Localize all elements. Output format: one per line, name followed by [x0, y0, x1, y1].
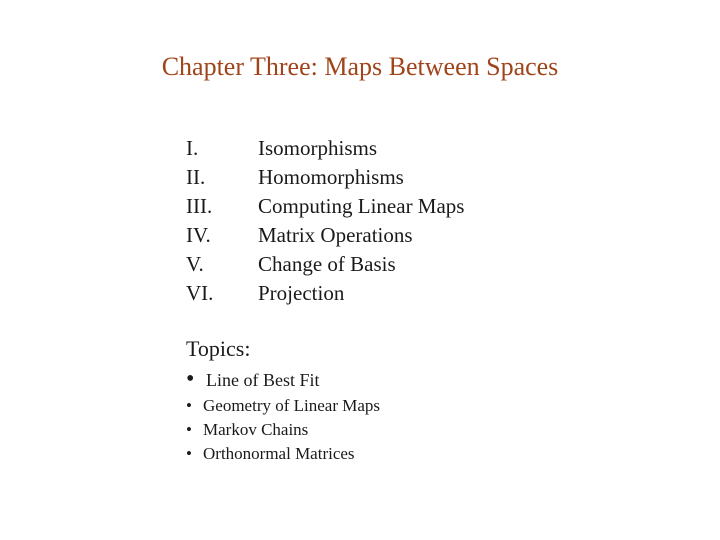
contents-item — [186, 134, 464, 163]
topic-label: Orthonormal Matrices — [203, 444, 355, 463]
section-label: Projection — [258, 281, 345, 305]
section-label: Computing Linear Maps — [258, 194, 465, 218]
section-label: Change of Basis — [258, 252, 396, 276]
contents-item — [186, 250, 464, 279]
section-number: VI. — [186, 281, 214, 305]
list-item — [186, 394, 380, 418]
bullet-icon: • — [186, 366, 195, 392]
chapter-contents — [186, 134, 464, 308]
section-number: II. — [186, 165, 206, 189]
contents-item — [186, 279, 464, 308]
section-label: Homomorphisms — [258, 165, 404, 189]
section-label: Matrix Operations — [258, 223, 413, 247]
page-title: Chapter Three: Maps Between Spaces — [161, 52, 559, 81]
contents-item — [186, 221, 464, 250]
section-number: III. — [186, 194, 213, 218]
section-number: IV. — [186, 223, 211, 247]
topic-label: Line of Best Fit — [206, 370, 320, 390]
list-item — [186, 442, 380, 466]
topic-label: Geometry of Linear Maps — [203, 396, 381, 415]
section-number: V. — [186, 252, 204, 276]
section-number: I. — [186, 136, 199, 160]
topic-label: Markov Chains — [203, 420, 309, 439]
topics-heading: Topics: — [186, 336, 251, 361]
contents-item — [186, 163, 464, 192]
bullet-icon: • — [186, 444, 192, 463]
list-item — [186, 364, 380, 394]
bullet-icon: • — [186, 420, 192, 439]
section-label: Isomorphisms — [258, 136, 378, 160]
topics-list — [186, 364, 380, 466]
contents-item — [186, 192, 464, 221]
bullet-icon: • — [186, 396, 192, 415]
list-item — [186, 418, 380, 442]
